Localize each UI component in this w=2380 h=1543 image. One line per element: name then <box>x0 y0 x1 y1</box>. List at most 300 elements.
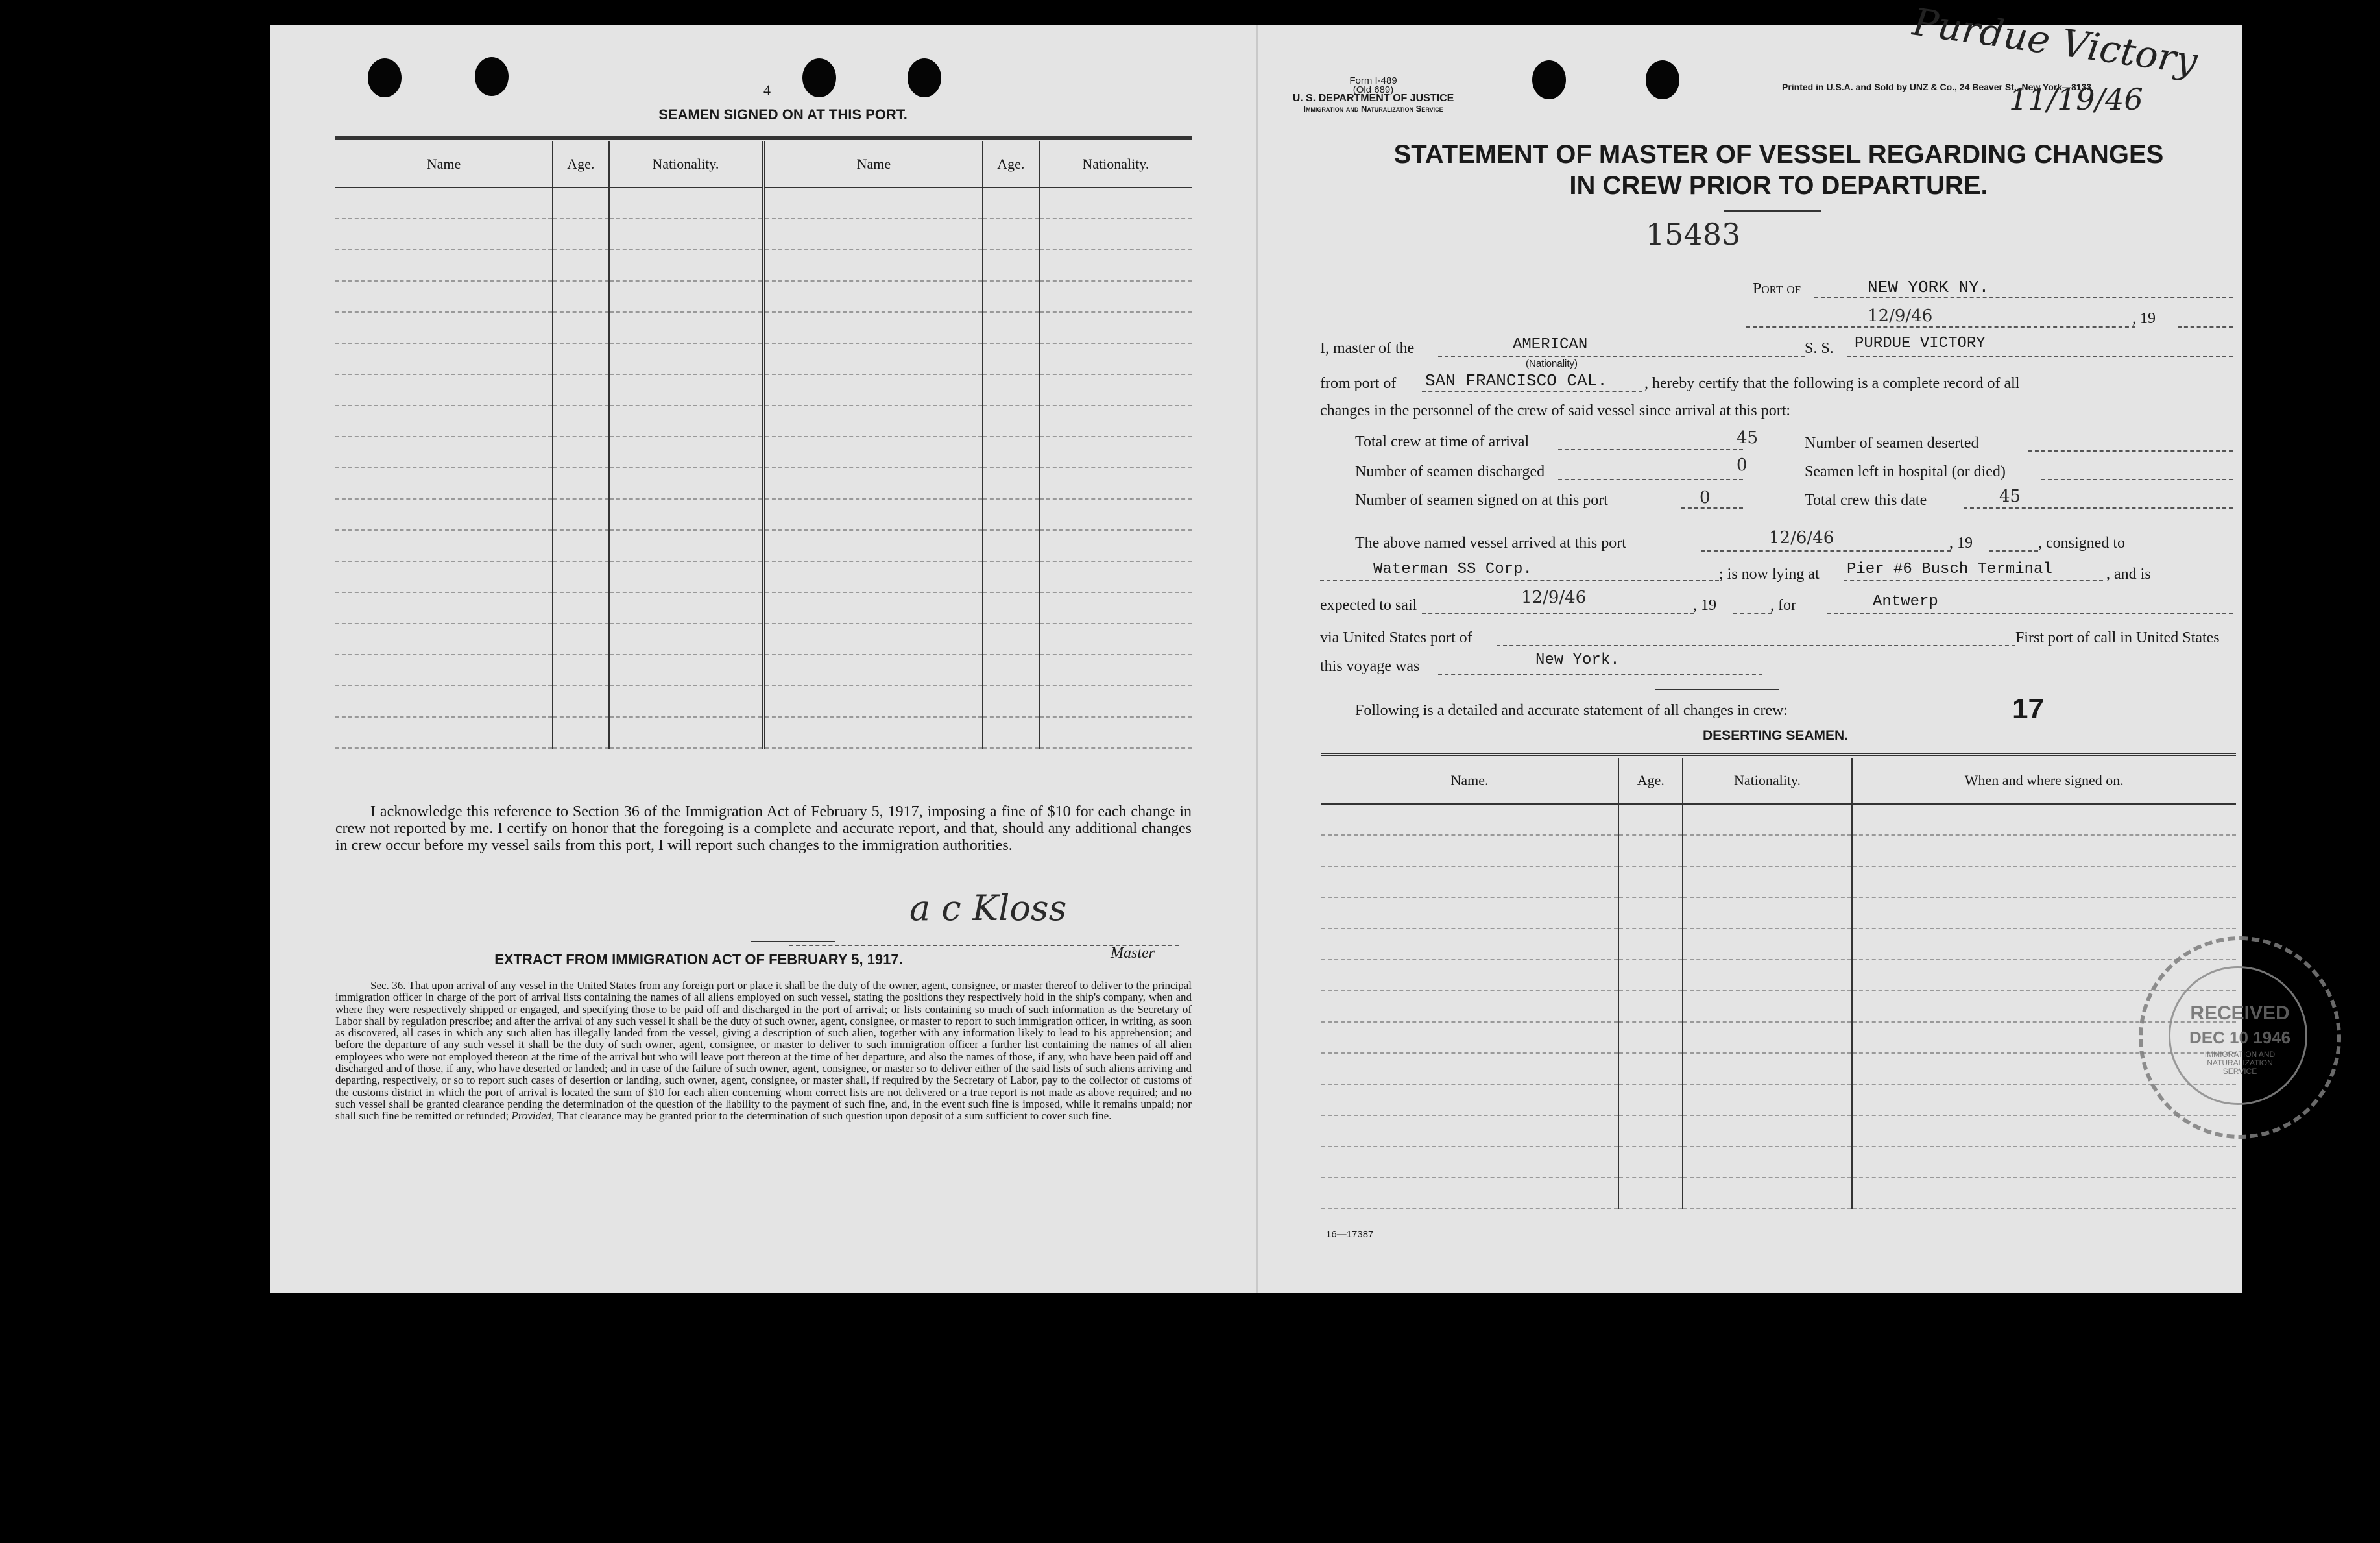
table-cell <box>1852 929 2236 960</box>
arrived-value: 12/6/46 <box>1769 528 1834 548</box>
changes-text: changes in the personnel of the crew of said vessel since arrival at this port: <box>1320 402 1791 419</box>
table-cell <box>553 250 609 281</box>
for-label: , for <box>1770 597 1796 614</box>
table-cell <box>1321 929 1618 960</box>
col-name: Name. <box>1321 758 1618 804</box>
page-number: 4 <box>763 82 771 98</box>
expected-value: 12/9/46 <box>1521 588 1587 607</box>
from-port-label: from port of <box>1320 375 1397 392</box>
table-cell <box>1321 1115 1618 1147</box>
destination-line <box>1827 613 2233 614</box>
extract-title: EXTRACT FROM IMMIGRATION ACT OF FEBRUARY 5, 1917. <box>494 951 903 967</box>
form-title <box>1321 139 2236 201</box>
extract-body: That upon arrival of any vessel in the United States from any foreign port or place it shall be the duty of the owner, agent, consignee, or master thereof to deliver to the principal immigration officer in charge of the port of arrival lists containing the names of all aliens employed on such vessel, stating the positions they respectively hold in the ship's company, when and where they were respectively shipped or engaged, and specifying those to be paid off and discharged in the port of arrival; or lists containing so much of such information as the Secretary of Labor shall by regulation prescribe; and after the arrival of any such vessel it shall be the duty of such owner, agent, consignee, or master to report to such immigration officer, in writing, as soon as discovered, all cases in which any such alien has illegally landed from the vessel, giving a description of such alien, together with any information likely to lead to his apprehension; and before the departure of any such vessel it shall be the duty of such owner, agent, consignee, or master to deliver to such immigration officer a further list containing the names of all alien employees who were not employed thereon at the time of the arrival but who will leave port thereon at the time of her departure, and also the names of those, if any, who have been paid off and discharged and of those, if any, who have deserted or landed; and in case of the failure of such owner, agent, consignee, or master so to deliver either of the said lists of such aliens arriving and departing, respectively, or so to report such cases of desertion or landing, such owner, agent, consignee, or master shall, if required by the Secretary of Labor, pay to the collector of customs of the customs district in which the port of arrival is located the sum of $10 for each alien concerning whom correct lists are not delivered or a true report is not made as above required; and no such vessel shall be granted clearance pending the determination of the question of the liability to the payment of such fine, and, in the event such fine is imposed, while it remains unpaid; nor shall such fine be remitted or refunded; <box>335 979 1192 1123</box>
first-port-label: First port of call in United States <box>2015 629 2220 646</box>
table-cell <box>1618 1022 1683 1053</box>
table-row <box>1321 835 2236 866</box>
table-cell <box>609 499 763 530</box>
table-cell <box>983 250 1039 281</box>
deserted-line <box>2028 450 2233 452</box>
discharged-label: Number of seamen discharged <box>1355 463 1545 480</box>
arrived-line <box>1701 550 1951 552</box>
table-cell <box>609 437 763 468</box>
table-cell <box>763 406 983 437</box>
table-row <box>1321 866 2236 897</box>
short-rule <box>751 941 835 942</box>
table-cell <box>609 655 763 686</box>
table-cell <box>983 530 1039 561</box>
punch-hole <box>1646 60 1679 99</box>
destination-value: Antwerp <box>1873 593 1938 611</box>
arrived-label: The above named vessel arrived at this port <box>1355 535 1626 552</box>
table-cell <box>335 499 553 530</box>
table-row <box>1321 960 2236 991</box>
table-cell <box>1039 530 1192 561</box>
hospital-label: Seamen left in hospital (or died) <box>1805 463 2006 480</box>
table-cell <box>1039 219 1192 250</box>
table-cell <box>763 343 983 374</box>
total-arrival-label: Total crew at time of arrival <box>1355 433 1530 450</box>
table-cell <box>1618 897 1683 929</box>
table-cell <box>1039 374 1192 406</box>
extract-text <box>335 980 1192 1123</box>
table-cell <box>763 374 983 406</box>
table-cell <box>763 655 983 686</box>
col-name: Name <box>763 141 983 188</box>
table-cell <box>1321 991 1618 1022</box>
lying-label: ; is now lying at <box>1719 566 1820 583</box>
punch-hole <box>1532 60 1566 99</box>
table-cell <box>553 530 609 561</box>
table-row <box>335 343 1192 374</box>
date-line <box>1746 326 2135 328</box>
table-cell <box>1039 312 1192 343</box>
table-row <box>335 686 1192 717</box>
col-nationality: Nationality. <box>609 141 763 188</box>
deserting-top-rule <box>1321 753 2236 756</box>
table-cell <box>1683 1115 1851 1147</box>
table-cell <box>1039 468 1192 499</box>
table-row <box>1321 1115 2236 1147</box>
table-cell <box>1618 866 1683 897</box>
table-cell <box>609 468 763 499</box>
table-cell <box>335 686 553 717</box>
table-cell <box>763 437 983 468</box>
voyage-label: this voyage was <box>1320 658 1420 675</box>
voyage-value: New York. <box>1535 651 1620 669</box>
table-cell <box>763 312 983 343</box>
table-cell <box>1683 835 1851 866</box>
table-cell <box>1852 1178 2236 1209</box>
from-port-value: SAN FRANCISCO CAL. <box>1425 371 1607 391</box>
vessel-line <box>1847 356 2233 357</box>
stamp-date: DEC 10 1946 <box>2189 1028 2291 1047</box>
section-title: SEAMEN SIGNED ON AT THIS PORT. <box>658 106 908 123</box>
form-title-line2: IN CREW PRIOR TO DEPARTURE. <box>1569 171 1988 200</box>
table-cell <box>1039 406 1192 437</box>
table-cell <box>1039 624 1192 655</box>
table-cell <box>609 343 763 374</box>
received-stamp <box>2139 936 2341 1139</box>
table-cell <box>1618 991 1683 1022</box>
arrived-year: , 19 <box>1949 535 1973 552</box>
table-cell <box>1683 1178 1851 1209</box>
table-cell <box>1321 960 1618 991</box>
table-cell <box>335 374 553 406</box>
consignee-line <box>1320 580 1719 581</box>
consignee-value: Waterman SS Corp. <box>1373 561 1532 578</box>
footer-code: 16—17387 <box>1326 1229 1374 1240</box>
table-cell <box>1683 960 1851 991</box>
table-cell <box>1852 866 2236 897</box>
table-row <box>1321 1084 2236 1115</box>
table-row <box>335 312 1192 343</box>
arrived-year-line <box>1989 550 2038 552</box>
table-cell <box>335 250 553 281</box>
table-cell <box>553 188 609 219</box>
table-cell <box>983 686 1039 717</box>
discharged-line <box>1558 479 1743 480</box>
port-label: Port of <box>1753 280 1801 297</box>
date-value: 12/9/46 <box>1868 306 1933 326</box>
table-cell <box>983 188 1039 219</box>
table-cell <box>763 219 983 250</box>
table-cell <box>1321 1147 1618 1178</box>
title-rule <box>1724 210 1821 212</box>
table-cell <box>335 281 553 312</box>
table-cell <box>1683 866 1851 897</box>
port-line <box>1814 297 2233 298</box>
table-cell <box>609 188 763 219</box>
table-cell <box>1039 686 1192 717</box>
form-number: Form I-489 <box>1349 75 1397 86</box>
table-cell <box>1618 804 1683 835</box>
table-cell <box>1618 1178 1683 1209</box>
table-cell <box>1321 1178 1618 1209</box>
acknowledgment-text: I acknowledge this reference to Section 36 of the Immigration Act of February 5, 1917, imposing a fine of $10 for each change in crew not reported by me. I certify on honor that the foregoing is a complete and accurate report, and that, should any additional changes in crew occur before my vessel sails from this port, I will report such changes to the immigration authorities. <box>335 803 1192 854</box>
mid-rule <box>1655 689 1779 690</box>
table-cell <box>609 374 763 406</box>
deserting-seamen-table <box>1321 758 2236 1209</box>
table-cell <box>983 374 1039 406</box>
col-age: Age. <box>553 141 609 188</box>
handwritten-vessel-name: Purdue Victory <box>1910 0 2200 84</box>
document-sheet <box>270 0 2291 1293</box>
table-cell <box>1683 929 1851 960</box>
table-cell <box>609 561 763 592</box>
via-label: via United States port of <box>1320 629 1472 646</box>
table-cell <box>335 219 553 250</box>
table-cell <box>1618 1053 1683 1084</box>
seamen-signed-on-table <box>335 141 1192 749</box>
stamp-sub: IMMIGRATION AND NATURALIZATION SERVICE <box>2204 1050 2276 1076</box>
table-cell <box>609 717 763 748</box>
table-row <box>335 592 1192 624</box>
signed-on-line <box>1681 507 1743 509</box>
table-row <box>1321 804 2236 835</box>
table-cell <box>763 561 983 592</box>
table-cell <box>553 219 609 250</box>
table-cell <box>609 219 763 250</box>
table-cell <box>1321 866 1618 897</box>
table-cell <box>335 655 553 686</box>
table-cell <box>609 686 763 717</box>
following-text: Following is a detailed and accurate statement of all changes in crew: <box>1355 702 1788 719</box>
punch-hole <box>908 58 941 97</box>
table-row <box>335 717 1192 748</box>
total-arrival-line <box>1558 449 1743 450</box>
table-cell <box>1683 1022 1851 1053</box>
table-cell <box>1321 835 1618 866</box>
certify-text: , hereby certify that the following is a complete record of all <box>1644 375 2020 392</box>
table-cell <box>553 686 609 717</box>
table-cell <box>1683 1084 1851 1115</box>
lying-value: Pier #6 Busch Terminal <box>1847 561 2052 578</box>
table-cell <box>1321 1084 1618 1115</box>
table-cell <box>983 343 1039 374</box>
year-line <box>2178 326 2233 328</box>
table-cell <box>1321 897 1618 929</box>
table-cell <box>335 530 553 561</box>
table-row <box>1321 1053 2236 1084</box>
table-cell <box>1852 804 2236 835</box>
table-row <box>335 188 1192 219</box>
table-row <box>335 561 1192 592</box>
table-cell <box>763 592 983 624</box>
col-when-where: When and where signed on. <box>1852 758 2236 804</box>
table-cell <box>763 250 983 281</box>
section-label: Sec. 36. <box>370 979 406 991</box>
col-age: Age. <box>983 141 1039 188</box>
port-value: NEW YORK NY. <box>1868 278 1989 297</box>
total-date-line <box>1964 507 2233 509</box>
total-date-value: 45 <box>1999 487 2021 506</box>
table-cell <box>553 592 609 624</box>
table-cell <box>609 624 763 655</box>
table-cell <box>763 686 983 717</box>
stamped-number: 17 <box>2012 693 2044 725</box>
table-cell <box>983 655 1039 686</box>
extract-tail: That clearance may be granted prior to the determination of such question upon deposit of a sum sufficient to cover such fine. <box>557 1110 1112 1123</box>
table-cell <box>1618 1115 1683 1147</box>
table-cell <box>1039 437 1192 468</box>
table-cell <box>335 312 553 343</box>
table-cell <box>983 592 1039 624</box>
table-cell <box>1321 1053 1618 1084</box>
page-fold <box>1256 25 1258 1293</box>
table-row <box>335 281 1192 312</box>
table-cell <box>1683 804 1851 835</box>
table-cell <box>335 406 553 437</box>
table-cell <box>553 561 609 592</box>
table-cell <box>983 437 1039 468</box>
table-row <box>335 499 1192 530</box>
table-cell <box>1683 991 1851 1022</box>
table-cell <box>609 312 763 343</box>
table-cell <box>1618 929 1683 960</box>
signed-on-value: 0 <box>1700 488 1711 507</box>
table-cell <box>335 624 553 655</box>
table-row <box>1321 1022 2236 1053</box>
table-cell <box>983 468 1039 499</box>
table-cell <box>553 312 609 343</box>
table-cell <box>553 281 609 312</box>
table-cell <box>1039 592 1192 624</box>
lying-line <box>1844 580 2103 581</box>
table-cell <box>763 281 983 312</box>
table-cell <box>553 437 609 468</box>
table-cell <box>1039 655 1192 686</box>
table-row <box>1321 929 2236 960</box>
handwritten-date: 11/19/46 <box>2009 82 2143 117</box>
table-cell <box>553 499 609 530</box>
table-row <box>335 406 1192 437</box>
table-cell <box>763 717 983 748</box>
stamp-text: RECEIVED <box>2190 1002 2290 1024</box>
table-cell <box>553 655 609 686</box>
from-port-line <box>1422 391 1642 392</box>
table-cell <box>553 717 609 748</box>
ss-label: S. S. <box>1805 340 1834 357</box>
discharged-value: 0 <box>1737 456 1748 475</box>
table-cell <box>983 561 1039 592</box>
table-row <box>335 219 1192 250</box>
table-cell <box>553 624 609 655</box>
table-row <box>335 530 1192 561</box>
and-is-label: , and is <box>2106 566 2151 583</box>
total-arrival-value: 45 <box>1737 428 1759 448</box>
nationality-caption: (Nationality) <box>1526 358 1578 369</box>
table-cell <box>983 624 1039 655</box>
table-cell <box>553 406 609 437</box>
col-age: Age. <box>1618 758 1683 804</box>
table-cell <box>1039 343 1192 374</box>
table-cell <box>983 499 1039 530</box>
table-cell <box>1683 897 1851 929</box>
table-cell <box>983 406 1039 437</box>
table-row <box>1321 897 2236 929</box>
table-cell <box>1039 499 1192 530</box>
service-name: Immigration and Naturalization Service <box>1303 104 1443 114</box>
table-top-rule <box>335 136 1192 140</box>
table-cell <box>609 250 763 281</box>
table-cell <box>1618 960 1683 991</box>
table-row <box>1321 1178 2236 1209</box>
punch-hole <box>475 57 509 96</box>
consigned-to-label: , consigned to <box>2038 535 2125 552</box>
table-cell <box>553 374 609 406</box>
punch-hole <box>802 58 836 97</box>
table-cell <box>763 468 983 499</box>
col-nationality: Nationality. <box>1039 141 1192 188</box>
table-row <box>335 250 1192 281</box>
table-cell <box>1618 1147 1683 1178</box>
punch-hole <box>368 58 402 97</box>
table-row <box>1321 1147 2236 1178</box>
vessel-value: PURDUE VICTORY <box>1855 335 1986 352</box>
expected-label: expected to sail <box>1320 597 1417 614</box>
table-cell <box>1321 1022 1618 1053</box>
table-cell <box>1039 281 1192 312</box>
table-row <box>335 374 1192 406</box>
table-cell <box>609 406 763 437</box>
table-cell <box>553 343 609 374</box>
table-cell <box>335 188 553 219</box>
master-label: I, master of the <box>1320 340 1415 357</box>
table-cell <box>1852 897 2236 929</box>
table-cell <box>335 437 553 468</box>
expected-year-line <box>1733 613 1772 614</box>
col-name: Name <box>335 141 553 188</box>
table-cell <box>553 468 609 499</box>
nationality-line <box>1438 356 1805 357</box>
master-signature: a c Kloss <box>909 888 1067 929</box>
table-cell <box>983 281 1039 312</box>
form-old-number: (Old 689) <box>1352 84 1394 95</box>
table-cell <box>335 468 553 499</box>
table-cell <box>983 219 1039 250</box>
expected-line <box>1422 613 1694 614</box>
printer-note: Printed in U.S.A. and Sold by UNZ & Co., 24 Beaver St., New York—8133 <box>1782 82 2092 92</box>
table-cell <box>763 624 983 655</box>
table-cell <box>1618 835 1683 866</box>
table-row <box>1321 991 2236 1022</box>
table-row <box>335 655 1192 686</box>
table-cell <box>1039 717 1192 748</box>
handwritten-file-number: 15483 <box>1646 217 1741 252</box>
form-title-line1: STATEMENT OF MASTER OF VESSEL REGARDING CHANGES <box>1393 140 2164 169</box>
table-row <box>335 624 1192 655</box>
table-cell <box>609 592 763 624</box>
deserting-title: DESERTING SEAMEN. <box>1702 728 1849 743</box>
table-cell <box>1039 188 1192 219</box>
table-cell <box>335 561 553 592</box>
deserted-label: Number of seamen deserted <box>1805 435 1979 452</box>
department-name: U. S. DEPARTMENT OF JUSTICE <box>1292 93 1454 104</box>
table-cell <box>1039 561 1192 592</box>
table-row <box>335 468 1192 499</box>
signed-on-label: Number of seamen signed on at this port <box>1355 492 1608 509</box>
col-nationality: Nationality. <box>1683 758 1851 804</box>
table-cell <box>983 717 1039 748</box>
table-cell <box>1321 804 1618 835</box>
table-cell <box>609 530 763 561</box>
table-cell <box>335 343 553 374</box>
expected-year: , 19 <box>1693 597 1716 614</box>
provided-label: Provided, <box>511 1110 555 1123</box>
table-cell <box>1852 835 2236 866</box>
table-cell <box>335 592 553 624</box>
via-line <box>1497 645 2015 646</box>
table-row <box>335 437 1192 468</box>
table-cell <box>983 312 1039 343</box>
table-cell <box>609 281 763 312</box>
signature-role: Master <box>1111 945 1155 962</box>
table-cell <box>1852 1147 2236 1178</box>
year-suffix: , 19 <box>2132 310 2156 327</box>
table-cell <box>1683 1147 1851 1178</box>
table-cell <box>763 530 983 561</box>
table-cell <box>763 188 983 219</box>
voyage-line <box>1438 674 1762 675</box>
table-cell <box>1618 1084 1683 1115</box>
table-cell <box>1039 250 1192 281</box>
table-cell <box>1852 1115 2236 1147</box>
table-cell <box>335 717 553 748</box>
form-id-block <box>1308 77 1438 95</box>
nationality-value: AMERICAN <box>1513 336 1588 354</box>
total-date-label: Total crew this date <box>1805 492 1927 509</box>
